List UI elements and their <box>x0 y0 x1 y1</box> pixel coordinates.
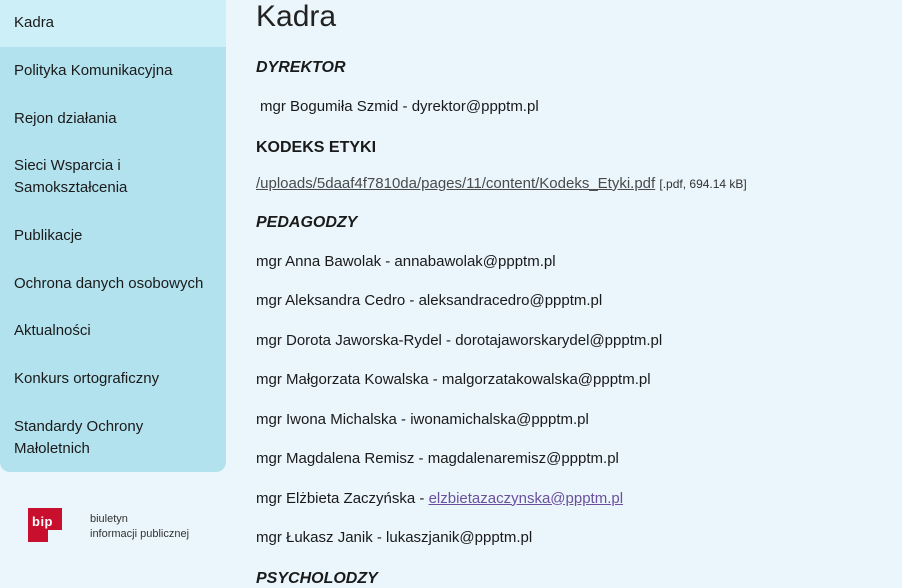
kodeks-etyki-file-row <box>256 175 884 192</box>
sidebar-item-publikacje[interactable] <box>0 212 226 260</box>
sidebar-item-label: Rejon działania <box>14 109 117 127</box>
pedagog-entry: mgr Magdalena Remisz - magdalenaremisz@ppptm.pl <box>256 450 619 467</box>
section-heading-psycholodzy: PSYCHOLODZY <box>256 569 378 587</box>
pedagog-entry: mgr Aleksandra Cedro - aleksandracedro@ppptm.pl <box>256 292 603 309</box>
pedagog-entry: mgr Małgorzata Kowalska - malgorzatakowalska@ppptm.pl <box>256 371 651 388</box>
pedagog-entry: mgr Anna Bawolak - annabawolak@ppptm.pl <box>256 252 556 270</box>
sidebar-item-konkurs-ortograficzny[interactable] <box>0 355 226 403</box>
section-heading-dyrektor: DYREKTOR <box>256 59 346 76</box>
kodeks-etyki-file-link[interactable]: /uploads/5daaf4f7810da/pages/11/content/Kodeks_Etyki.pdf <box>256 174 656 192</box>
section-heading-pedagodzy: PEDAGODZY <box>256 213 358 231</box>
page-title: Kadra <box>256 0 337 33</box>
pedagog-entry-with-link <box>256 489 884 509</box>
pedagog-entry: mgr Łukasz Janik - lukaszjanik@ppptm.pl <box>256 529 533 546</box>
sidebar-item-label: Polityka Komunikacyjna <box>14 61 173 79</box>
sidebar-item-ochrona-danych-osobowych[interactable] <box>0 260 226 308</box>
dyrektor-entry: mgr Bogumiła Szmid - dyrektor@ppptm.pl <box>260 98 539 115</box>
bip-logo-text: bip <box>32 514 53 530</box>
bip-banner[interactable] <box>0 486 226 554</box>
pedagog-entry-name: mgr Elżbieta Zaczyńska - <box>256 489 429 507</box>
kodeks-etyki-file-meta: [.pdf, 694.14 kB] <box>659 176 747 191</box>
main-content <box>226 0 902 587</box>
pedagog-entry: mgr Iwona Michalska - iwonamichalska@ppptm.pl <box>256 410 589 428</box>
bip-caption-line2: informacji publicznej <box>90 528 190 541</box>
sidebar-item-aktualnosci[interactable] <box>0 307 226 355</box>
sidebar-item-label: Aktualności <box>14 322 91 340</box>
sidebar-item-label: Kadra <box>14 14 55 31</box>
sidebar-item-label: Konkurs ortograficzny <box>14 370 160 387</box>
bip-logo-icon <box>28 500 82 544</box>
pedagog-email-link[interactable]: elzbietazaczynska@ppptm.pl <box>428 489 624 507</box>
sidebar-nav <box>0 0 226 472</box>
sidebar-item-sieci-wsparcia[interactable] <box>0 142 226 212</box>
sidebar-item-rejon-dzialania[interactable] <box>0 95 226 143</box>
sidebar-item-label: Standardy Ochrony Małoletnich <box>14 417 144 457</box>
sidebar-item-polityka-komunikacyjna[interactable] <box>0 47 226 95</box>
bip-caption-line1: biuletyn <box>90 513 128 526</box>
pedagog-entry: mgr Dorota Jaworska-Rydel - dorotajaworskarydel@ppptm.pl <box>256 331 663 349</box>
sidebar <box>0 0 226 572</box>
sidebar-item-label: Sieci Wsparcia i Samokształcenia <box>14 157 128 196</box>
sidebar-item-standardy-ochrony-maloletnich[interactable] <box>0 403 226 473</box>
section-heading-kodeks-etyki: KODEKS ETYKI <box>256 138 377 156</box>
sidebar-item-kadra[interactable] <box>0 0 226 47</box>
sidebar-item-label: Ochrona danych osobowych <box>14 274 204 292</box>
bip-caption <box>90 500 189 542</box>
sidebar-item-label: Publikacje <box>14 226 83 244</box>
